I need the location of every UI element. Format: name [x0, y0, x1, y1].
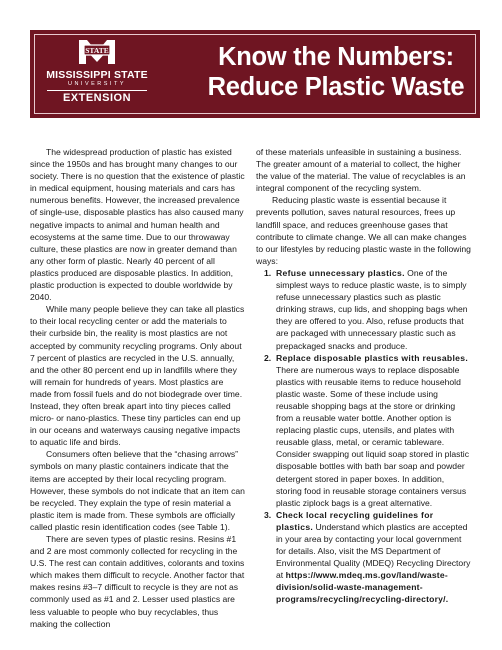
header-banner — [30, 30, 480, 118]
university-name: MISSISSIPPI STATE — [46, 69, 148, 81]
paragraph: The widespread production of plastic has existed since the 1950s and has brought many changes to our society. There is no question that the existence of plastic in medical equipment, housing materials and cars has numerous benefits. However, the increased prevalence of single-use, disposable plastics has also caused many negative impacts to animal and human health and ecosystems at the same time. Due to our throwaway culture, these plastics are now in greater demand than any other form of plastic. Nearly 40 percent of all plastics produced are disposable plastics. In addition, plastic production is expected to double worldwide by 2040. — [30, 147, 245, 303]
list-item — [256, 267, 471, 352]
recycling-directory-link[interactable]: https://www.mdeq.ms.gov/land/waste-division/solid-waste-management-programs/recycling/recycling-directory/. — [276, 570, 449, 605]
msu-seal-icon — [75, 34, 119, 68]
msu-extension-logo — [36, 34, 158, 112]
list-number: 3. — [264, 509, 272, 520]
list-item-text: Understand which plastics are accepted in your area by contacting your local government for details. Also, visit the MS Department of Environmental Quality (MDEQ) Recycling Directory at — [276, 521, 471, 581]
list-item — [256, 509, 471, 606]
list-item-text: There are numerous ways to replace disposable plastics with reusable items to reduce household plastic waste. Some of these include using reusable shopping bags at the store or drinking from a reusable water bottle. Another option is replacing plastic cups, utensils, and plates with reusable glass, metal, or ceramic tableware. Consider swapping out liquid soap stored in plastic disposable bottles with bath bar soap and powder detergent stored in paper boxes. In addition, storing food in reusable storage containers versus plastic ziplock bags is a great alternative. — [276, 364, 469, 508]
list-item-lead: Refuse unnecessary plastics. — [276, 267, 405, 278]
list-item-lead: Replace disposable plastics with reusables. — [276, 352, 469, 363]
paragraph: There are seven types of plastic resins. Resins #1 and 2 are most commonly collected for recycling in the U.S. The rest can contain additives, colorants and toxins which makes them difficult to recycle. Another factor that makes resins #3–7 difficult to recycle is they are not as commonly used as #1 and 2. Lesser used plastics are less valuable to people who buy recyclables, thus making the collection — [30, 534, 245, 629]
paragraph-intro: Reducing plastic waste is essential because it prevents pollution, saves natural resources, frees up landfill space, and reduces greenhouse gases that contribute to climate change. We all can make changes to our lifestyles by reducing plastic waste in the following ways: — [256, 195, 471, 266]
paragraph: Consumers often believe that the “chasing arrows” symbols on many plastic containers indicate that the items are accepted by their local recycling program. However, these symbols do not indicate that an item can be recycled. They explain the type of resin material a plastic item is made from. These symbols are officially called plastic resin identification codes (see Table 1). — [30, 449, 245, 532]
page-title — [196, 42, 476, 102]
paragraph-continuation: of these materials unfeasible in sustaining a business. The greater amount of a material to collect, the higher the value of the material. The value of recyclables is an integral component of the recycling system. — [256, 147, 466, 194]
paragraph: While many people believe they can take all plastics to their local recycling center or add the materials to their curbside bin, the reality is most plastics are not accepted by community recycling programs. Only about 7 percent of plastics are recycled in the U.S. annually, and the other 80 percent end up in landfills where they will remain for hundreds of years. Most plastics are made from fossil fuels and do not biodegrade over time. Instead, they often break apart into tiny pieces called micro- or nano-plastics. These tiny particles can end up in our oceans and waterways causing negative impacts to aquatic life and birds. — [30, 304, 245, 448]
tips-list — [256, 267, 471, 606]
list-item-text: One of the simplest ways to reduce plastic waste, is to simply refuse unnecessary plastics such as plastic drinking straws, cup lids, and shopping bags when they are offered to you. Also, refuse products that are packaged with unnecessary plastic such as prepackaged snacks and produce. — [276, 267, 468, 351]
right-column — [256, 146, 471, 606]
list-item-lead: Check local recycling guidelines for plastics. — [276, 509, 434, 532]
extension-label: EXTENSION — [62, 92, 132, 104]
title-line-2: Reduce Plastic Waste — [207, 73, 465, 101]
title-line-1: Know the Numbers: — [218, 43, 454, 71]
list-number: 2. — [264, 352, 272, 363]
logo-divider — [47, 90, 147, 91]
list-number: 1. — [264, 267, 272, 278]
left-column — [30, 146, 245, 630]
list-item — [256, 352, 471, 509]
university-subtitle: UNIVERSITY — [67, 81, 126, 87]
seal-state-text: STATE — [85, 46, 109, 55]
